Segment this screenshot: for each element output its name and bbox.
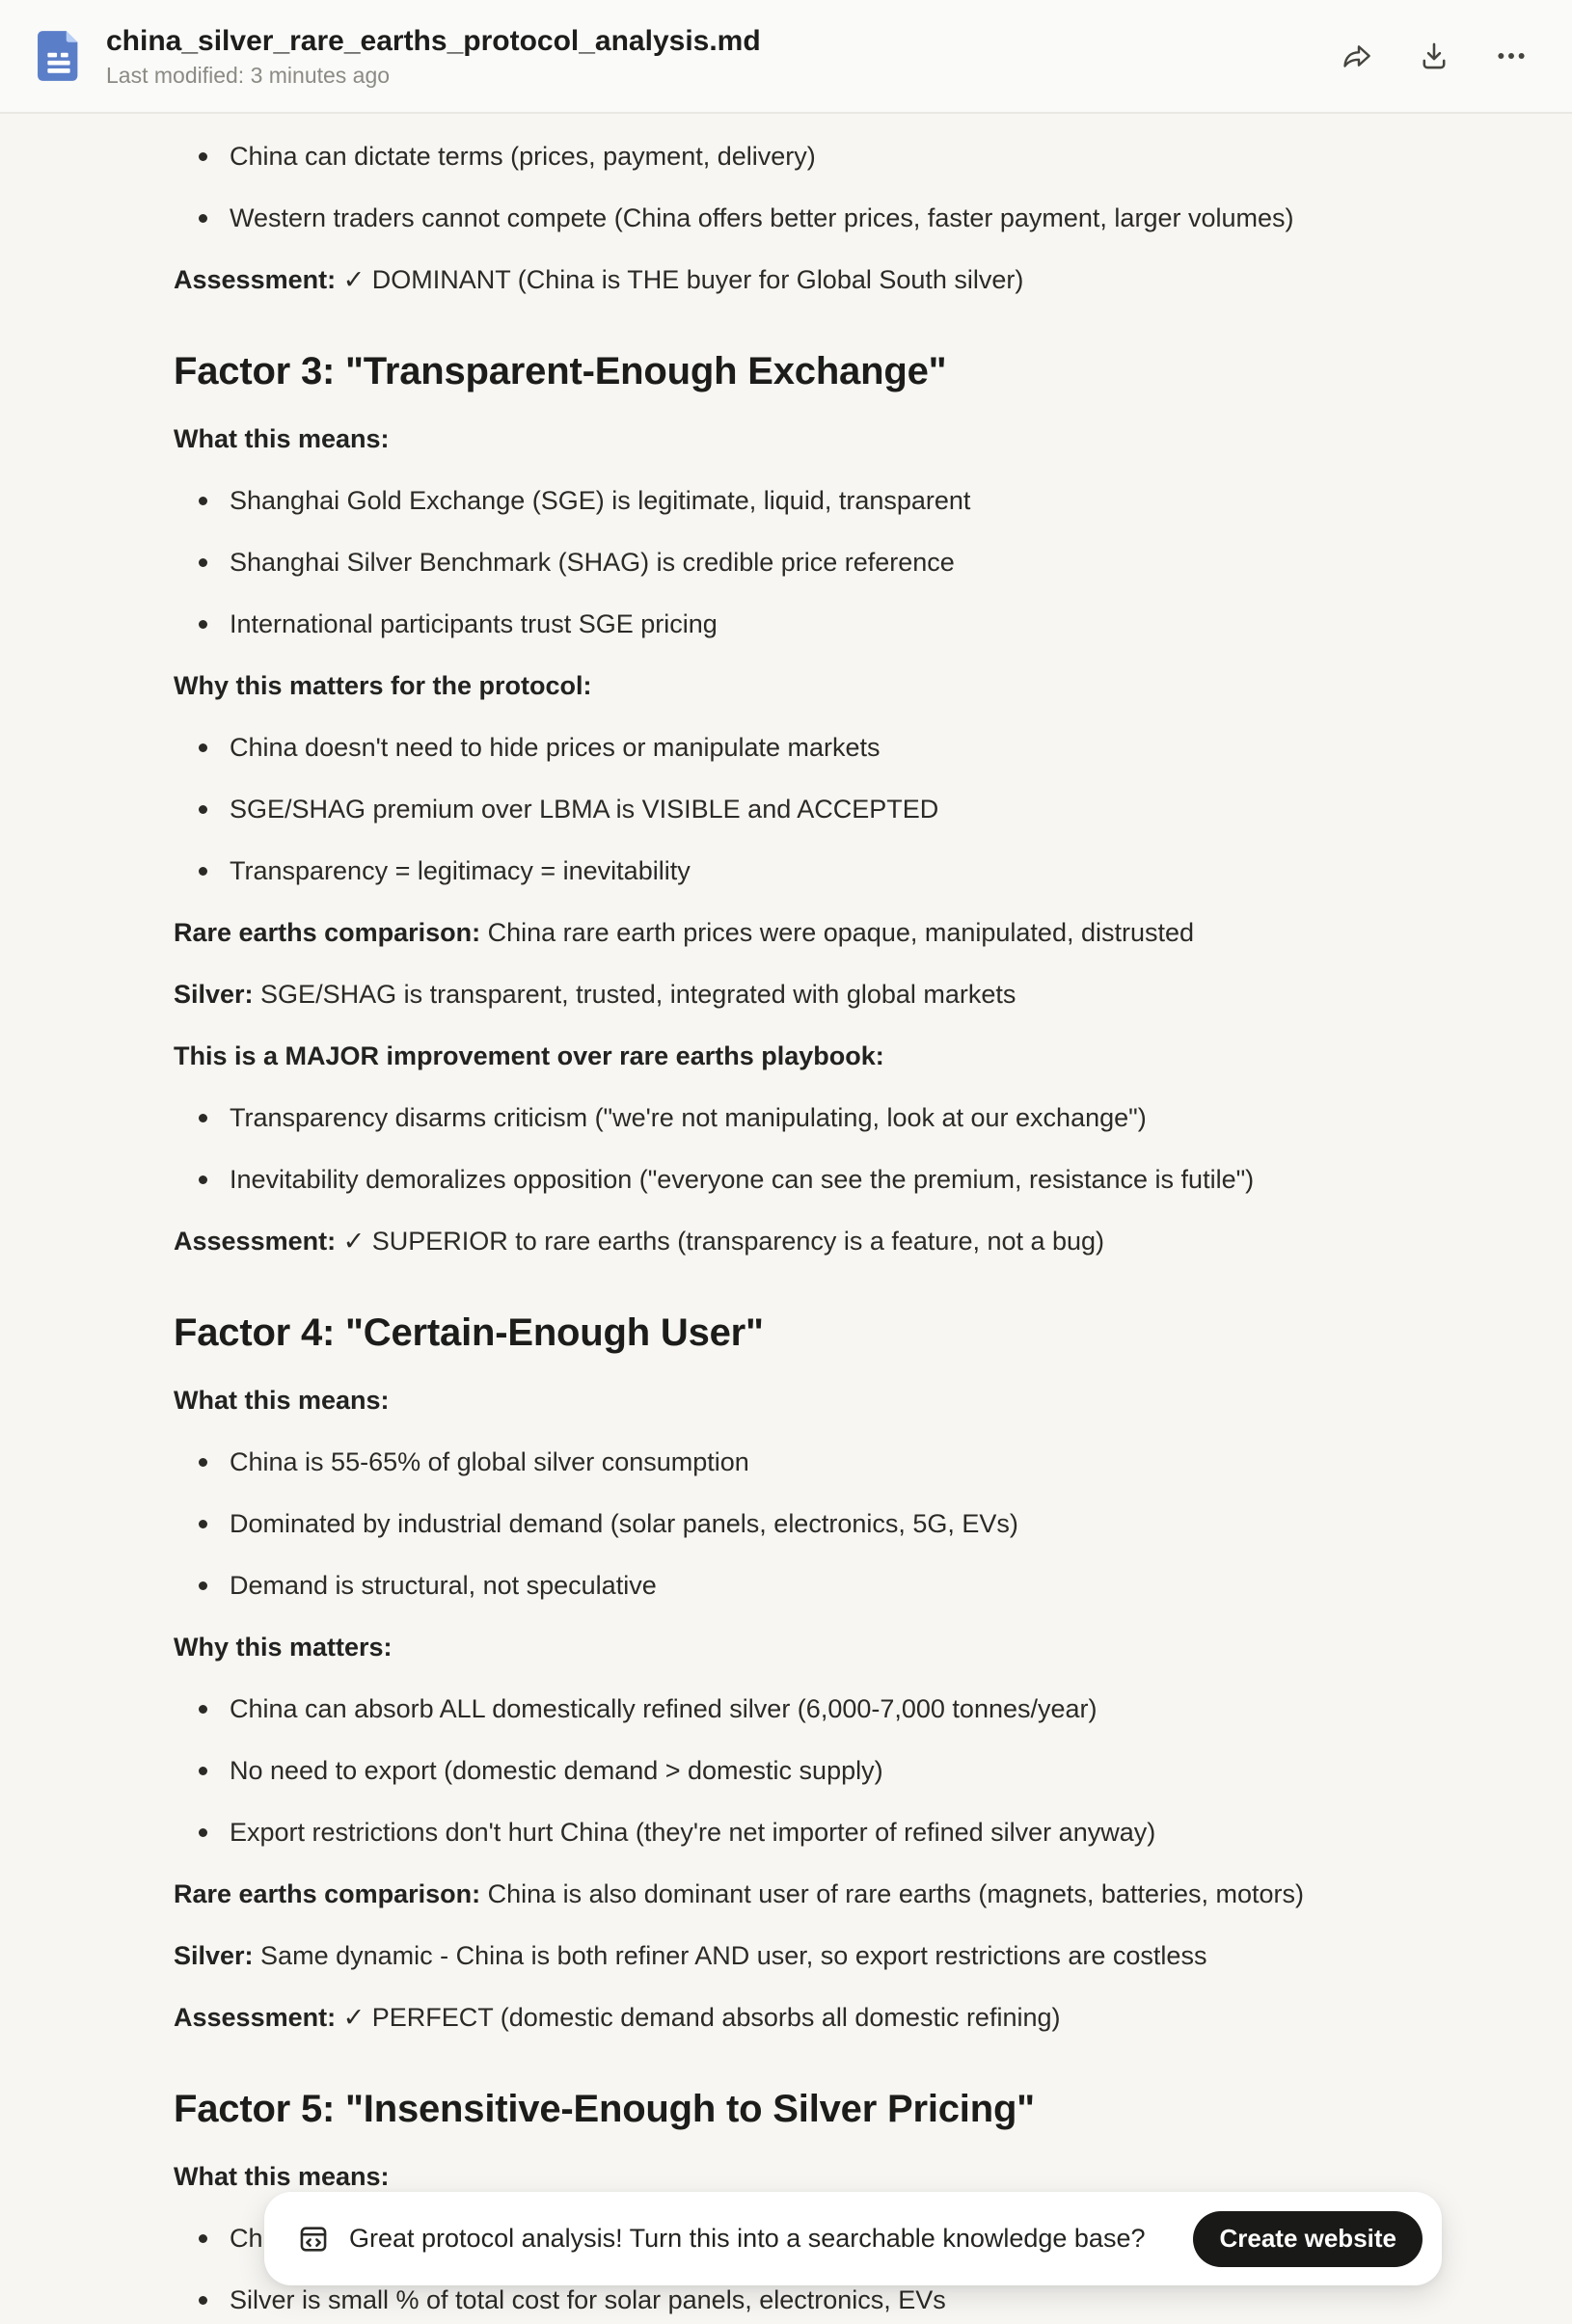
document-file-icon: [29, 26, 89, 86]
list-item: Ch: [174, 2219, 1553, 2257]
bold-label: What this means:: [174, 424, 390, 453]
paragraph-text: China rare earth prices were opaque, manipulated, distrusted: [480, 918, 1195, 947]
section-heading-factor-5: Factor 5: "Insensitive-Enough to Silver Pricing": [174, 2088, 1035, 2130]
doc-paragraph: [174, 260, 1553, 299]
download-button[interactable]: [1414, 36, 1454, 76]
paragraph-text: SGE/SHAG is transparent, trusted, integrated with global markets: [253, 980, 1016, 1009]
doc-paragraph: [174, 975, 1553, 1013]
doc-paragraph: [174, 419, 1553, 458]
doc-paragraph: [174, 1998, 1553, 2037]
doc-paragraph: [174, 1037, 1553, 1075]
list-item: Export restrictions don't hurt China (they're net importer of refined silver anyway): [174, 1813, 1553, 1851]
file-header: [0, 0, 1572, 114]
toast-message: Great protocol analysis! Turn this into a searchable knowledge base?: [349, 2224, 1146, 2253]
list-item: Silver is small % of total cost for solar panels, electronics, EVs: [174, 2281, 1553, 2319]
download-icon: [1418, 40, 1450, 72]
list-item: China can dictate terms (prices, payment, delivery): [174, 137, 1553, 176]
doc-list: [174, 1443, 1553, 1605]
list-item: Transparency = legitimacy = inevitability: [174, 851, 1553, 890]
bold-label: Rare earths comparison:: [174, 1879, 481, 1908]
doc-paragraph: [174, 1936, 1553, 1975]
more-options-button[interactable]: [1491, 36, 1531, 76]
list-item: Shanghai Silver Benchmark (SHAG) is credible price reference: [174, 543, 1553, 581]
list-item: International participants trust SGE pricing: [174, 605, 1553, 643]
list-item: Demand is structural, not speculative: [174, 1566, 1553, 1605]
ellipsis-icon: [1495, 40, 1528, 72]
code-window-icon: [297, 2223, 330, 2256]
header-actions: [1337, 36, 1531, 76]
bold-label: Why this matters for the protocol:: [174, 671, 592, 700]
doc-list: [174, 137, 1553, 237]
list-item: Inevitability demoralizes opposition ("everyone can see the premium, resistance is futile"): [174, 1160, 1553, 1199]
section-heading-factor-3: Factor 3: "Transparent-Enough Exchange": [174, 350, 947, 392]
share-button[interactable]: [1337, 36, 1377, 76]
file-last-modified: Last modified: 3 minutes ago: [106, 63, 391, 88]
markdown-document: [0, 114, 1572, 2324]
section-heading-factor-4: Factor 4: "Certain-Enough User": [174, 1311, 764, 1354]
list-item: China is 55-65% of global silver consumption: [174, 1443, 1553, 1481]
list-item: China can absorb ALL domestically refined silver (6,000-7,000 tonnes/year): [174, 1689, 1553, 1728]
doc-paragraph: [174, 1628, 1553, 1666]
doc-paragraph: [174, 1381, 1553, 1419]
paragraph-text: ✓ PERFECT (domestic demand absorbs all domestic refining): [336, 2003, 1061, 2032]
doc-list: [174, 481, 1553, 643]
list-item: Western traders cannot compete (China offers better prices, faster payment, larger volumes): [174, 199, 1553, 237]
list-item: No need to export (domestic demand > domestic supply): [174, 1751, 1553, 1790]
bold-label: This is a MAJOR improvement over rare earths playbook:: [174, 1041, 884, 1070]
list-item: Shanghai Gold Exchange (SGE) is legitimate, liquid, transparent: [174, 481, 1553, 520]
list-item: Dominated by industrial demand (solar panels, electronics, 5G, EVs): [174, 1504, 1553, 1543]
paragraph-text: Same dynamic - China is both refiner AND user, so export restrictions are costless: [253, 1941, 1207, 1970]
doc-paragraph: [174, 2157, 1553, 2196]
file-title: china_silver_rare_earths_protocol_analysis.md: [106, 25, 761, 57]
bold-label: Assessment:: [174, 265, 337, 294]
doc-paragraph: [174, 666, 1553, 705]
bold-label: Assessment:: [174, 2003, 337, 2032]
list-item: China doesn't need to hide prices or manipulate markets: [174, 728, 1553, 767]
doc-paragraph: [174, 1875, 1553, 1913]
list-item: SGE/SHAG premium over LBMA is VISIBLE and ACCEPTED: [174, 790, 1553, 828]
bold-label: What this means:: [174, 1386, 390, 1415]
file-meta: [106, 23, 761, 89]
bold-label: Why this matters:: [174, 1633, 393, 1662]
doc-paragraph: [174, 1222, 1553, 1260]
list-item: Transparency disarms criticism ("we're not manipulating, look at our exchange"): [174, 1098, 1553, 1137]
paragraph-text: China is also dominant user of rare earths (magnets, batteries, motors): [480, 1879, 1304, 1908]
paragraph-text: ✓ SUPERIOR to rare earths (transparency is a feature, not a bug): [336, 1227, 1105, 1256]
bold-label: Assessment:: [174, 1227, 337, 1256]
bold-label: Silver:: [174, 980, 254, 1009]
doc-list: [174, 728, 1553, 890]
bold-label: What this means:: [174, 2162, 390, 2191]
doc-paragraph: [174, 913, 1553, 952]
bold-label: Silver:: [174, 1941, 254, 1970]
paragraph-text: ✓ DOMINANT (China is THE buyer for Global South silver): [336, 265, 1024, 294]
doc-list: [174, 1098, 1553, 1199]
share-icon: [1341, 40, 1373, 72]
bold-label: Rare earths comparison:: [174, 918, 481, 947]
suggestion-toast: [264, 2192, 1442, 2285]
doc-list: [174, 1689, 1553, 1851]
create-website-button[interactable]: Create website: [1193, 2211, 1423, 2267]
